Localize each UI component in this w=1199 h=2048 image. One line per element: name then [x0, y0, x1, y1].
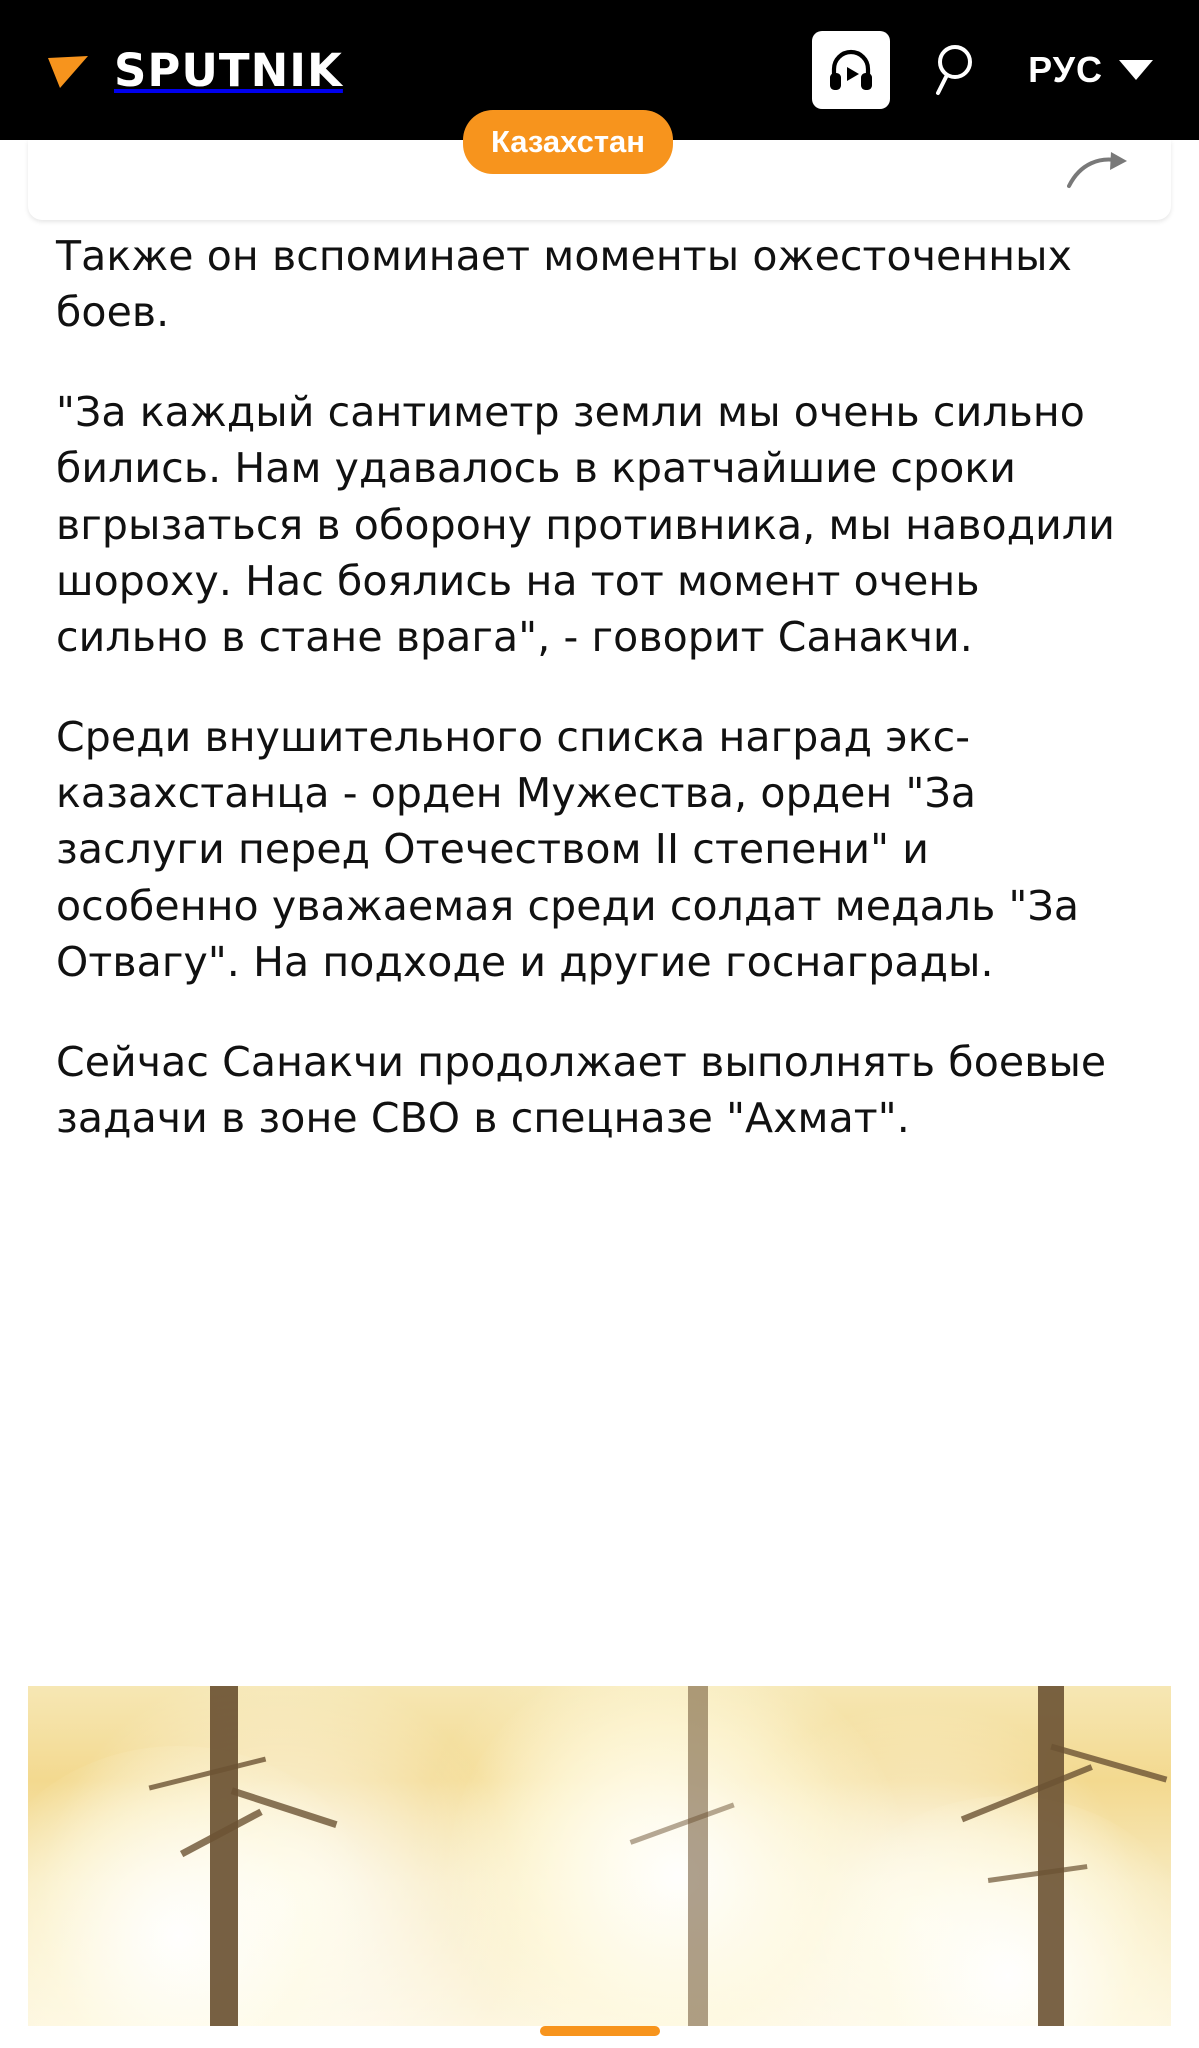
article-video-player[interactable]	[28, 1686, 1171, 2026]
chevron-down-icon	[1119, 60, 1153, 80]
article-paragraph: Также он вспоминает моменты ожесточенных боев.	[56, 232, 1073, 337]
language-label: РУС	[1028, 49, 1103, 90]
sputnik-mark-icon	[44, 42, 100, 98]
search-button[interactable]	[924, 35, 994, 105]
home-indicator	[540, 2026, 660, 2036]
tree-trunk	[688, 1686, 708, 2026]
sputnik-wordmark: SPUTNIK	[114, 43, 343, 97]
article-category-tag[interactable]: Казахстан	[463, 110, 673, 174]
tree-trunk	[210, 1686, 238, 2026]
language-selector[interactable]	[1028, 49, 1153, 91]
share-arrow-icon[interactable]	[1067, 150, 1129, 199]
headphones-play-icon	[826, 45, 876, 95]
article-paragraph: Сейчас Санакчи продолжает выполнять боевые задачи в зоне СВО в спецназе "Ахмат".	[56, 1037, 1107, 1143]
tree-trunk	[1038, 1686, 1064, 2026]
article-body	[28, 228, 1171, 1190]
search-icon	[928, 39, 990, 101]
header-actions	[812, 0, 1169, 140]
article-paragraph: Среди внушительного списка наград экс-казахстанца - орден Мужества, орден "За заслуги перед Отечеством II степени" и особенно уважаемая среди солдат медаль "За Отвагу". На подходе и другие госнаграды.	[56, 713, 1080, 986]
article-paragraph: "За каждый сантиметр земли мы очень сильно бились. Нам удавалось в кратчайшие сроки вгрызаться в оборону противника, мы наводили шороху. Нас боялись на тот момент очень сильно в стане врага", - говорит Санакчи.	[56, 388, 1115, 661]
sputnik-logo[interactable]	[44, 42, 343, 98]
radio-player-button[interactable]	[812, 31, 890, 109]
